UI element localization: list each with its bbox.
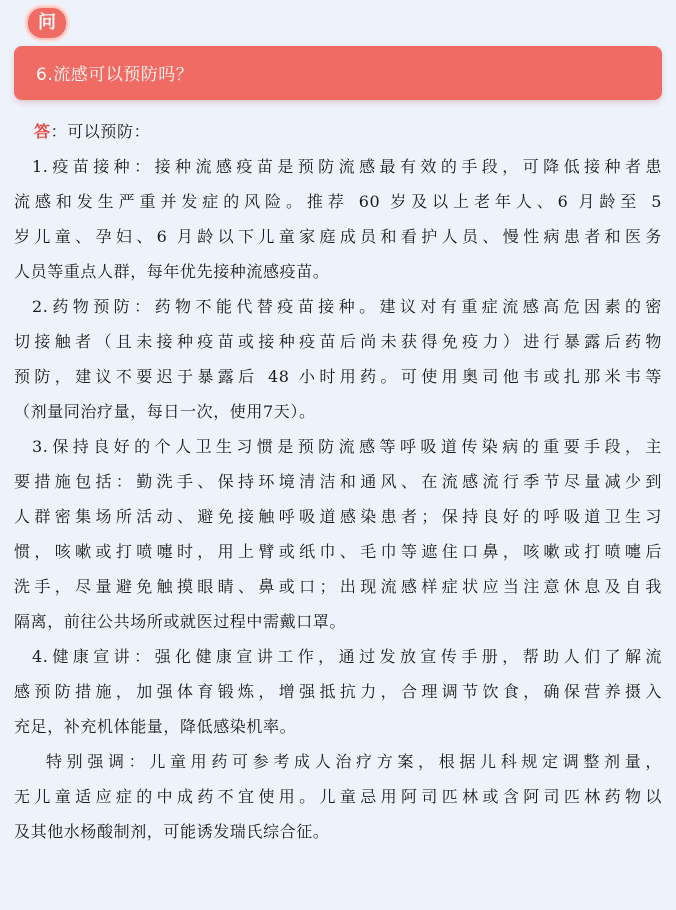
paragraph-line: 1.疫苗接种：接种流感疫苗是预防流感最有效的手段，可降低接种者患 (32, 157, 662, 176)
paragraph-line: 特别强调：儿童用药可参考成人治疗方案，根据儿科规定调整剂量， (46, 752, 662, 771)
answer-intro: ：可以预防： (50, 122, 151, 141)
paragraph-line: 3.保持良好的个人卫生习惯是预防流感等呼吸道传染病的重要手段，主 (32, 437, 662, 456)
paragraph-line: 人群密集场所活动、避免接触呼吸道感染患者；保持良好的呼吸道卫生习 (14, 507, 662, 526)
paragraph-line: 流感和发生严重并发症的风险。推荐 60 岁及以上老年人、6 月龄至 5 (14, 192, 662, 211)
paragraph-line: 无儿童适应症的中成药不宜使用。儿童忌用阿司匹林或含阿司匹林药物以 (14, 787, 662, 806)
paragraph-line: 洗手，尽量避免触摸眼睛、鼻或口；出现流感样症状应当注意休息及自我 (14, 577, 662, 596)
answer-body (14, 114, 662, 849)
question-banner (14, 46, 662, 100)
paragraph-line: 感预防措施，加强体育锻炼，增强抵抗力，合理调节饮食，确保营养摄入 (14, 682, 662, 701)
paragraph-line: 切接触者（且未接种疫苗或接种疫苗后尚未获得免疫力）进行暴露后药物 (14, 332, 662, 351)
answer-intro-line (14, 114, 662, 149)
paragraph-line: 人员等重点人群，每年优先接种流感疫苗。 (14, 262, 330, 281)
paragraph-line: 及其他水杨酸制剂，可能诱发瑞氏综合征。 (14, 822, 330, 841)
paragraph-line: 岁儿童、孕妇、6 月龄以下儿童家庭成员和看护人员、慢性病患者和医务 (14, 227, 662, 246)
question-badge: 问 (26, 6, 68, 40)
paragraph-line: 2.药物预防：药物不能代替疫苗接种。建议对有重症流感高危因素的密 (32, 297, 662, 316)
answer-label: 答 (34, 122, 51, 141)
paragraph-line: 预防，建议不要迟于暴露后 48 小时用药。可使用奥司他韦或扎那米韦等 (14, 367, 662, 386)
question-title: 6.流感可以预防吗？ (36, 65, 194, 85)
paragraph-line: （剂量同治疗量，每日一次，使用7天）。 (14, 402, 316, 421)
paragraph-line: 隔离，前往公共场所或就医过程中需戴口罩。 (14, 612, 347, 631)
paragraph-line: 要措施包括：勤洗手、保持环境清洁和通风、在流感流行季节尽量减少到 (14, 472, 662, 491)
paragraph-line: 惯，咳嗽或打喷嚏时，用上臂或纸巾、毛巾等遮住口鼻，咳嗽或打喷嚏后 (14, 542, 662, 561)
paragraph-line: 4.健康宣讲：强化健康宣讲工作，通过发放宣传手册，帮助人们了解流 (32, 647, 662, 666)
paragraph-line: 充足，补充机体能量，降低感染机率。 (14, 717, 297, 736)
